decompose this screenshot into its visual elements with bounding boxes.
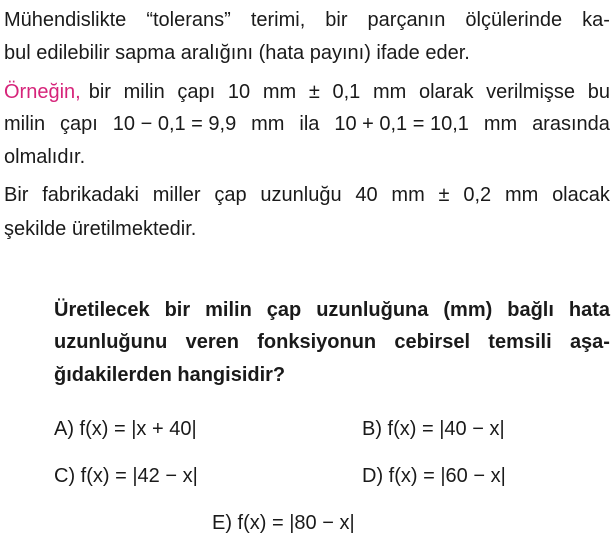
word: mm [483, 113, 518, 135]
word: çapı [177, 81, 216, 103]
example-line-1 [4, 80, 610, 104]
word: terimi, [250, 9, 306, 31]
example-line-3: olmalıdır. [4, 146, 86, 168]
word: mm [391, 184, 425, 206]
question-line-2 [54, 330, 610, 354]
word: parçanın [367, 9, 446, 31]
option-b[interactable]: B) f(x) = |40 − x| [362, 418, 505, 440]
question-line-1 [54, 298, 610, 322]
factory-line-1 [4, 183, 610, 207]
word: bu [587, 81, 610, 103]
word: ölçülerinde [465, 9, 563, 31]
word: olarak [418, 81, 474, 103]
word: milin [4, 113, 46, 135]
example-line-2 [4, 112, 610, 136]
intro-line-2: bul edilebilir sapma aralığını (hata payını) ifade eder. [4, 42, 470, 64]
word: Bir [4, 184, 29, 206]
word: ± [438, 184, 450, 206]
word: bir [164, 299, 191, 321]
word: veren [185, 331, 239, 353]
word: 0,1 [332, 81, 361, 103]
word: Mühendislikte [4, 9, 127, 31]
word: 40 [355, 184, 378, 206]
word: mm [251, 113, 285, 135]
word: çap [214, 184, 247, 206]
word: olacak [552, 184, 610, 206]
word: ka- [582, 9, 610, 31]
word: 0,2 [463, 184, 492, 206]
word: milin [123, 81, 165, 103]
word: fabrikadaki [42, 184, 139, 206]
word: uzunluğunu [54, 331, 168, 353]
factory-line-2: şekilde üretilmektedir. [4, 218, 197, 240]
word: cebirsel [394, 331, 471, 353]
word: 10 − 0,1 = 9,9 [112, 113, 237, 135]
word: bir [325, 9, 348, 31]
word: mm [372, 81, 407, 103]
word: mm [262, 81, 297, 103]
word: uzunluğuna [316, 299, 429, 321]
word: uzunluğu [260, 184, 342, 206]
word: 10 + 0,1 = 10,1 [334, 113, 469, 135]
word: ± [308, 81, 320, 103]
word: ila [299, 113, 320, 135]
intro-line-1 [4, 8, 610, 32]
option-a[interactable]: A) f(x) = |x + 40| [54, 418, 197, 440]
word: bir [88, 81, 111, 103]
example-line-1-rest [89, 80, 610, 104]
word: 10 [227, 81, 251, 103]
word: Üretilecek [54, 299, 150, 321]
option-d[interactable]: D) f(x) = |60 − x| [362, 465, 506, 487]
question-line-3: ğıdakilerden hangisidir? [54, 364, 286, 386]
word: fonksiyonun [257, 331, 377, 353]
word: (mm) [443, 299, 493, 321]
word: verilmişse [486, 81, 576, 103]
word: aşa- [569, 331, 610, 353]
word: miller [152, 184, 201, 206]
word: arasında [532, 113, 610, 135]
example-lead: Örneğin, [4, 81, 81, 103]
word: temsili [488, 331, 552, 353]
option-e[interactable]: E) f(x) = |80 − x| [212, 512, 355, 534]
word: milin [205, 299, 252, 321]
word: hata [568, 299, 610, 321]
word: çap [266, 299, 302, 321]
option-c[interactable]: C) f(x) = |42 − x| [54, 465, 198, 487]
word: “tolerans” [146, 9, 231, 31]
word: mm [504, 184, 539, 206]
word: bağlı [507, 299, 554, 321]
word: çapı [60, 113, 98, 135]
